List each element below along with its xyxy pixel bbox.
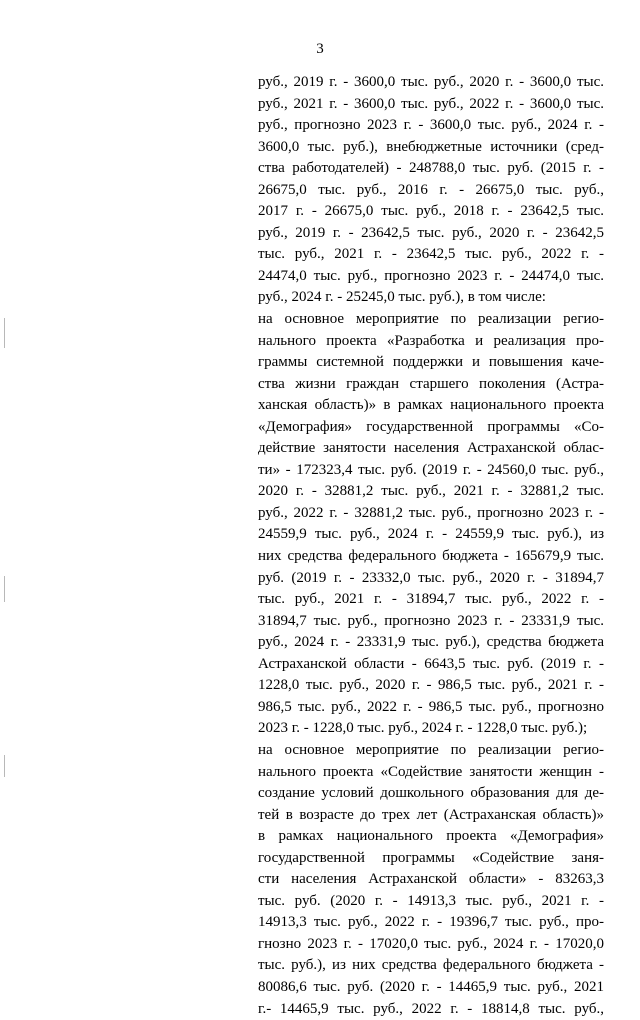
text-line: 31894,7 тыс. руб., прогнозно 2023 г. - 23331,9 тыс. <box>258 612 604 629</box>
text-line: ства жизни граждан старшего поколения (Астра- <box>258 375 604 392</box>
margin-mark-middle <box>4 576 5 602</box>
text-line: руб., 2024 г. - 25245,0 тыс. руб.), в том числе: <box>258 289 546 306</box>
text-line: 14913,3 тыс. руб., 2022 г. - 19396,7 тыс. руб., про- <box>258 914 604 931</box>
text-line: нального проекта «Разработка и реализация про- <box>258 332 604 349</box>
text-line: 80086,6 тыс. руб. (2020 г. - 14465,9 тыс. руб., 2021 <box>258 978 604 995</box>
text-line: г.- 14465,9 тыс. руб., 2022 г. - 18814,8 тыс. руб., <box>258 1000 604 1017</box>
margin-mark-bottom <box>4 755 5 777</box>
text-line: 24559,9 тыс. руб., 2024 г. - 24559,9 тыс. руб.), из <box>258 526 604 543</box>
text-line: тыс. руб.), из них средства федерального бюджета - <box>258 957 604 974</box>
text-line: нального проекта «Содействие занятости женщин - <box>258 763 604 780</box>
text-line: руб., прогнозно 2023 г. - 3600,0 тыс. руб., 2024 г. - <box>258 117 604 134</box>
text-line: на основное мероприятие по реализации регио- <box>258 741 604 758</box>
text-line: тыс. руб., 2021 г. - 23642,5 тыс. руб., 2022 г. - <box>258 246 604 263</box>
text-line: создание условий дошкольного образования для де- <box>258 785 604 802</box>
text-line: ства работодателей) - 248788,0 тыс. руб. (2015 г. - <box>258 160 604 177</box>
text-line: них средства федерального бюджета - 165679,9 тыс. <box>258 548 604 565</box>
text-line: Астраханской области - 6643,5 тыс. руб. (2019 г. - <box>258 655 604 672</box>
text-line: 986,5 тыс. руб., 2022 г. - 986,5 тыс. руб., прогнозно <box>258 698 604 715</box>
text-line: руб., 2019 г. - 23642,5 тыс. руб., 2020 г. - 23642,5 <box>258 224 604 241</box>
text-line: 2023 г. - 1228,0 тыс. руб., 2024 г. - 1228,0 тыс. руб.); <box>258 720 588 737</box>
document-text-column <box>258 72 604 1020</box>
text-line: гнозно 2023 г. - 17020,0 тыс. руб., 2024 г. - 17020,0 <box>258 935 604 952</box>
text-line: 1228,0 тыс. руб., 2020 г. - 986,5 тыс. руб., 2021 г. - <box>258 677 604 694</box>
text-line: ти» - 172323,4 тыс. руб. (2019 г. - 24560,0 тыс. руб., <box>258 461 604 478</box>
text-line: 2017 г. - 26675,0 тыс. руб., 2018 г. - 23642,5 тыс. <box>258 203 604 220</box>
text-line: руб. (2019 г. - 23332,0 тыс. руб., 2020 г. - 31894,7 <box>258 569 604 586</box>
text-line: руб., 2019 г. - 3600,0 тыс. руб., 2020 г. - 3600,0 тыс. <box>258 74 604 90</box>
text-line: руб., 2022 г. - 32881,2 тыс. руб., прогнозно 2023 г. - <box>258 504 604 521</box>
text-line: 24474,0 тыс. руб., прогнозно 2023 г. - 24474,0 тыс. <box>258 267 604 284</box>
text-line: государственной программы «Содействие заня- <box>258 849 604 866</box>
text-line: ханская область)» в рамках национального проекта <box>258 397 604 414</box>
text-line: сти населения Астраханской области» - 83263,3 <box>258 871 604 888</box>
margin-mark-top <box>4 318 5 348</box>
text-line: «Демография» государственной программы «Со- <box>258 418 604 435</box>
text-line: 26675,0 тыс. руб., 2016 г. - 26675,0 тыс. руб., <box>258 181 604 198</box>
text-line: на основное мероприятие по реализации регио- <box>258 311 604 328</box>
text-line: 2020 г. - 32881,2 тыс. руб., 2021 г. - 32881,2 тыс. <box>258 483 604 500</box>
text-line: 3600,0 тыс. руб.), внебюджетные источники (сред- <box>258 138 604 155</box>
text-line: руб., 2021 г. - 3600,0 тыс. руб., 2022 г. - 3600,0 тыс. <box>258 95 604 112</box>
text-line: тей в возрасте до трех лет (Астраханская область)» <box>258 806 604 823</box>
text-line: действие занятости населения Астраханской облас- <box>258 440 604 457</box>
text-line: руб., 2024 г. - 23331,9 тыс. руб.), средства бюджета <box>258 634 604 651</box>
text-line: в рамках национального проекта «Демография» <box>258 828 604 845</box>
text-line: граммы системной поддержки и повышения каче- <box>258 354 604 371</box>
text-line: тыс. руб. (2020 г. - 14913,3 тыс. руб., 2021 г. - <box>258 892 604 909</box>
text-line: тыс. руб., 2021 г. - 31894,7 тыс. руб., 2022 г. - <box>258 591 604 608</box>
page-number: 3 <box>316 41 324 57</box>
